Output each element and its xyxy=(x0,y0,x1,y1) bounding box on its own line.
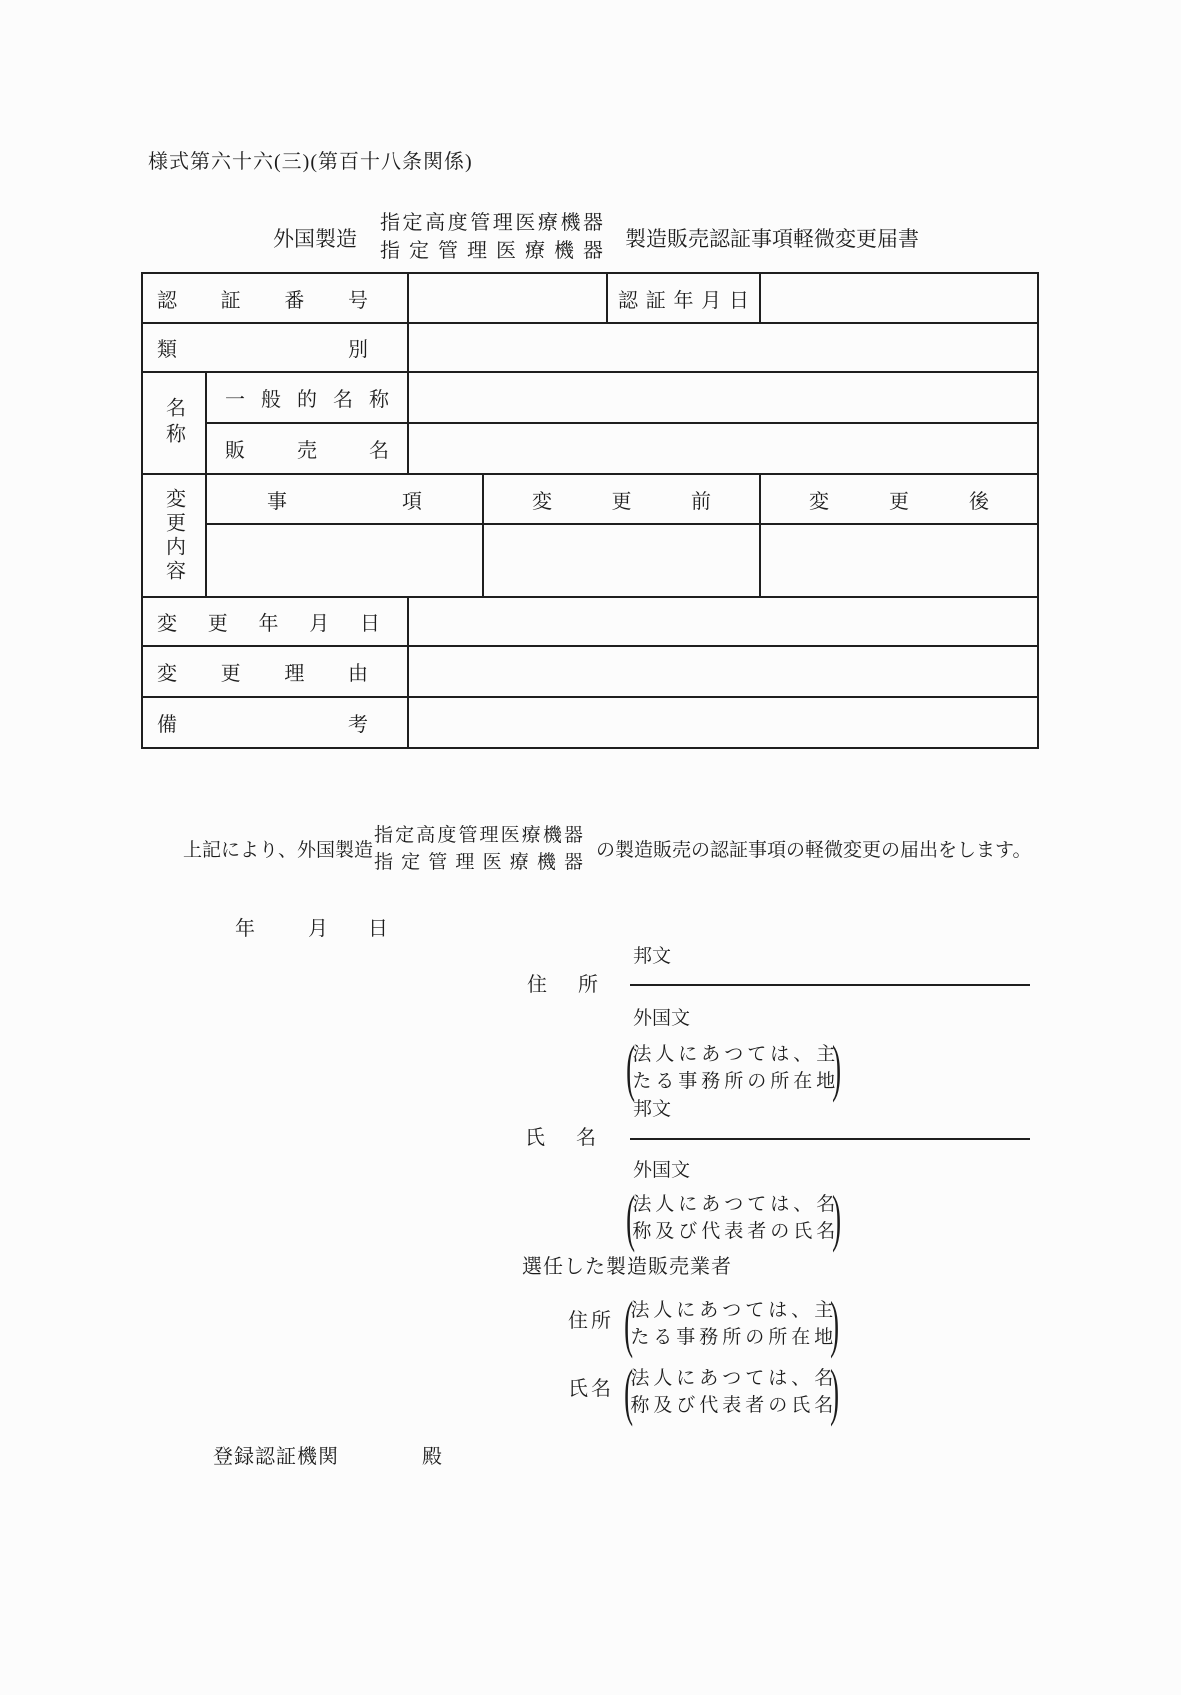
name-note-line1: 法人にあつては、名 xyxy=(632,1194,836,1215)
generic-name-label: 一般的名称 xyxy=(225,389,389,411)
address-fill-line[interactable] xyxy=(630,984,1030,986)
address-note-line1: 法人にあつては、主 xyxy=(632,1044,836,1065)
change-reason-field[interactable] xyxy=(409,647,1037,696)
address-foreign-label: 外国文 xyxy=(633,1008,691,1029)
dmah-name-label: 氏名 xyxy=(568,1378,614,1400)
name-foreign-label: 外国文 xyxy=(633,1160,691,1181)
title-prefix: 外国製造 xyxy=(273,227,357,251)
remarks-field[interactable] xyxy=(409,698,1037,747)
address-note-line2: たる事務所の所在地 xyxy=(632,1071,836,1092)
change-reason-label: 変更理由 xyxy=(157,663,368,685)
address-japanese-label: 邦文 xyxy=(633,946,672,967)
change-after-header: 変更後 xyxy=(809,490,989,513)
statement-device-line1: 指定高度管理医療機器 xyxy=(374,825,583,846)
paren-open-icon: ( xyxy=(624,1288,634,1359)
name-group-label: 名称 xyxy=(162,397,185,449)
name-japanese-label: 邦文 xyxy=(633,1099,672,1120)
certification-body-label: 登録認証機関 xyxy=(213,1446,339,1468)
date-day-label: 日 xyxy=(368,918,388,940)
cert-date-label: 認証年月日 xyxy=(618,289,749,312)
paren-close-icon: ) xyxy=(832,1182,842,1253)
change-date-label: 変更年月日 xyxy=(157,613,380,635)
cert-number-field[interactable] xyxy=(409,274,606,322)
change-after-field[interactable] xyxy=(761,525,1037,596)
page-title: 製造販売認証事項軽微変更届書 xyxy=(625,227,919,251)
change-date-field[interactable] xyxy=(409,598,1037,645)
form-code-text: 様式第六十六(三)(第百十八条関係) xyxy=(148,151,473,173)
remarks-label: 備考 xyxy=(157,714,368,736)
statement-lead: 上記により、外国製造 xyxy=(183,840,374,861)
paren-close-icon: ) xyxy=(832,1032,842,1103)
dmah-name-note xyxy=(618,1356,846,1427)
statement-device-designations xyxy=(374,822,583,876)
corporate-name-note xyxy=(620,1182,848,1253)
honorific-label: 殿 xyxy=(422,1446,442,1468)
form-table xyxy=(141,272,1039,749)
dmah-address-note-line1: 法人にあつては、主 xyxy=(630,1300,834,1321)
class-field[interactable] xyxy=(409,324,1037,371)
paren-open-icon: ( xyxy=(626,1032,636,1103)
statement-device-line2: 指定管理医療機器 xyxy=(374,852,583,873)
paren-close-icon: ) xyxy=(830,1288,840,1359)
cert-date-field[interactable] xyxy=(761,274,1037,322)
title-device-designations xyxy=(380,209,603,265)
dmah-address-note xyxy=(618,1288,846,1359)
title-device-line1: 指定高度管理医療機器 xyxy=(380,212,603,234)
applicant-name-label: 氏名 xyxy=(525,1127,596,1149)
class-label: 類別 xyxy=(157,339,368,361)
brand-name-field[interactable] xyxy=(409,424,1037,473)
brand-name-label: 販売名 xyxy=(225,440,389,462)
title-device-line2: 指定管理医療機器 xyxy=(380,240,603,262)
change-before-field[interactable] xyxy=(484,525,759,596)
date-month-label: 月 xyxy=(308,918,328,940)
change-before-header: 変更前 xyxy=(532,490,711,513)
dmah-name-note-line1: 法人にあつては、名 xyxy=(630,1368,834,1389)
generic-name-field[interactable] xyxy=(409,373,1037,422)
dmah-address-note-line2: たる事務所の所在地 xyxy=(630,1327,834,1348)
paren-close-icon: ) xyxy=(830,1356,840,1427)
paren-open-icon: ( xyxy=(624,1356,634,1427)
name-note-line2: 称及び代表者の氏名 xyxy=(632,1221,836,1242)
change-group-label: 変更内容 xyxy=(162,487,185,584)
date-year-label: 年 xyxy=(235,918,255,940)
statement-tail: の製造販売の認証事項の軽微変更の届出をします。 xyxy=(596,840,1032,861)
cert-number-label: 認証番号 xyxy=(157,289,368,312)
change-item-field[interactable] xyxy=(207,525,482,596)
corporate-address-note xyxy=(620,1032,848,1103)
applicant-address-label: 住所 xyxy=(527,974,598,996)
paren-open-icon: ( xyxy=(626,1182,636,1253)
dmah-name-note-line2: 称及び代表者の氏名 xyxy=(630,1395,834,1416)
dmah-address-label: 住所 xyxy=(568,1310,614,1332)
name-fill-line[interactable] xyxy=(630,1138,1030,1140)
dmah-heading: 選任した製造販売業者 xyxy=(522,1256,732,1278)
change-item-header: 事項 xyxy=(267,490,422,513)
